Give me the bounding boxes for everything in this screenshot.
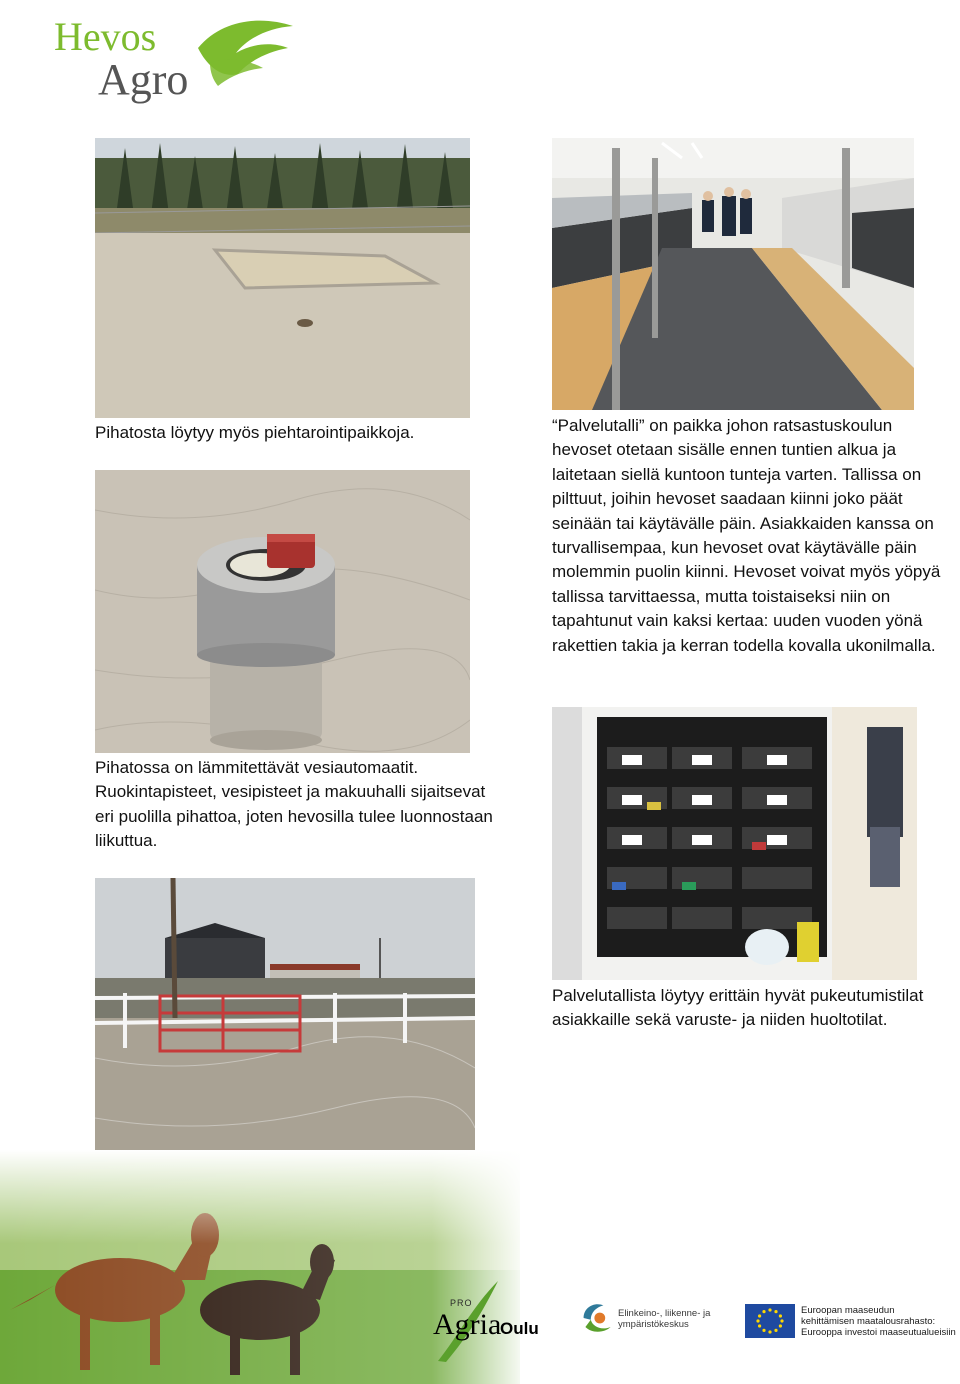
oulu-word: Oulu — [500, 1319, 539, 1338]
caption-lockers: Palvelutallista löytyy erittäin hyvät pukeutumistilat asiakkaille sekä varuste- ja niiden huoltotilat. — [552, 986, 924, 1030]
eu-flag-icon — [745, 1304, 795, 1338]
caption-waterer: Pihatossa on lämmitettävät vesiautomaatit. Ruokintapisteet, vesipisteet ja makuuhalli sijaitsevat eri puolilla pihattoa, joten hevosilla tulee luonnostaan liikuttua. — [95, 758, 493, 851]
eu-flag-logo — [745, 1302, 957, 1342]
agria-word: Agria — [433, 1308, 502, 1341]
ely-line1: Elinkeino-, liikenne- ja — [618, 1308, 711, 1319]
caption-stable: “Palvelutalli” on paikka johon ratsastuskoulun hevoset otetaan sisälle ennen tuntien alkua ja laitetaan siellä kuntoon tunteja varten. Tallissa on pilttuut, joihin hevoset saadaan kiinni joko päät seinään tai käytävälle päin. Asiakkaiden kanssa on turvallisempaa, kun hevoset ovat käytävälle päin molemmin puolin kiinni. Hevoset voivat myös yöpyä tallissa tarvittaessa, mutta toistaiseksi niin on tapahtunut vain kaksi kertaa: uuden vuoden yönä rakettien takia ja kerran todella kovalla ukonilmalla. — [552, 416, 941, 655]
eu-line3: Eurooppa investoi maaseutualueisiin — [801, 1327, 956, 1338]
ely-line2: ympäristökeskus — [618, 1319, 689, 1330]
wing-icon — [198, 21, 293, 86]
eu-line2: kehittämisen maatalousrahasto: — [801, 1316, 936, 1327]
sand-arena-photo — [95, 138, 470, 418]
paddock-gate-photo — [95, 878, 475, 1163]
pro-word: PRO — [450, 1298, 473, 1308]
caption-sand-arena: Pihatosta löytyy myös piehtarointipaikkoja. — [95, 423, 415, 442]
hevosagro-logo — [48, 8, 298, 108]
heated-waterer-photo — [95, 470, 470, 753]
eu-line1: Euroopan maaseudun — [801, 1305, 895, 1316]
stable-aisle-photo — [552, 138, 914, 410]
ely-emblem-icon — [580, 1300, 616, 1336]
logo-line2: Agro — [98, 55, 189, 104]
changing-room-lockers-photo — [552, 707, 917, 980]
pro-agria-logo — [428, 1276, 548, 1364]
logo-line1: Hevos — [54, 14, 157, 59]
ely-centre-logo — [580, 1300, 730, 1340]
